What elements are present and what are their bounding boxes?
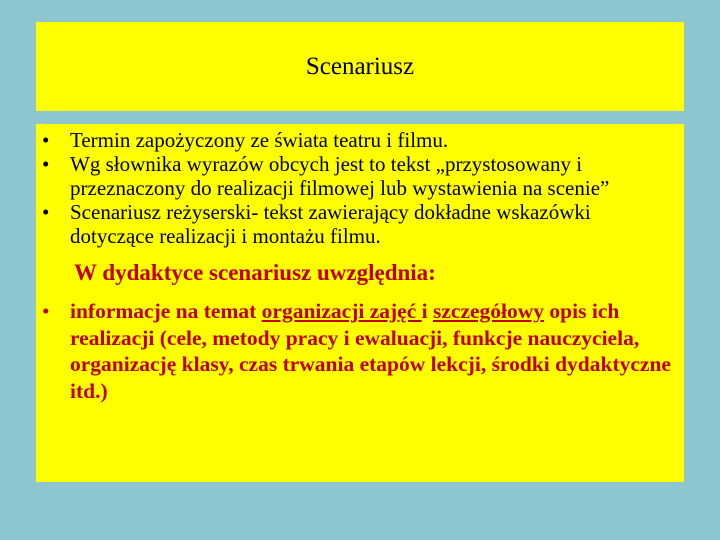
list-item xyxy=(36,200,684,248)
highlight-text-part: informacje na temat xyxy=(70,299,262,323)
section-heading: W dydaktyce scenariusz uwzględnia: xyxy=(74,260,436,285)
list-item xyxy=(36,152,684,200)
slide-title: Scenariusz xyxy=(305,52,415,80)
content-box xyxy=(36,124,684,482)
bullet-icon: • xyxy=(42,200,50,224)
bullet-icon: • xyxy=(42,128,50,152)
list-item xyxy=(36,298,684,404)
list-item xyxy=(36,128,684,152)
highlight-text-part: opis ich realizacji (cele, metody pracy i ewaluacji, funkcje nauczyciela, organizację klasy, czas trwania etapów lekcji, środki dydaktyczne itd.) xyxy=(70,299,671,403)
bullet-list xyxy=(36,128,684,248)
bullet-icon: • xyxy=(42,152,50,176)
underlined-text: szczegółowy xyxy=(433,299,545,323)
bullet-text: Termin zapożyczony ze świata teatru i filmu. xyxy=(70,128,449,152)
bullet-text: Wg słownika wyrazów obcych jest to tekst „przystosowany i przeznaczony do realizacji filmowej lub wystawienia na scenie” xyxy=(70,152,610,200)
underlined-text: organizacji zajęć xyxy=(261,299,422,323)
highlight-list xyxy=(36,298,684,404)
title-box xyxy=(36,22,684,111)
bullet-icon: • xyxy=(42,299,50,323)
highlight-text-part: i xyxy=(421,299,433,323)
bullet-text: Scenariusz reżyserski- tekst zawierający dokładne wskazówki dotyczące realizacji i montażu filmu. xyxy=(70,200,591,248)
